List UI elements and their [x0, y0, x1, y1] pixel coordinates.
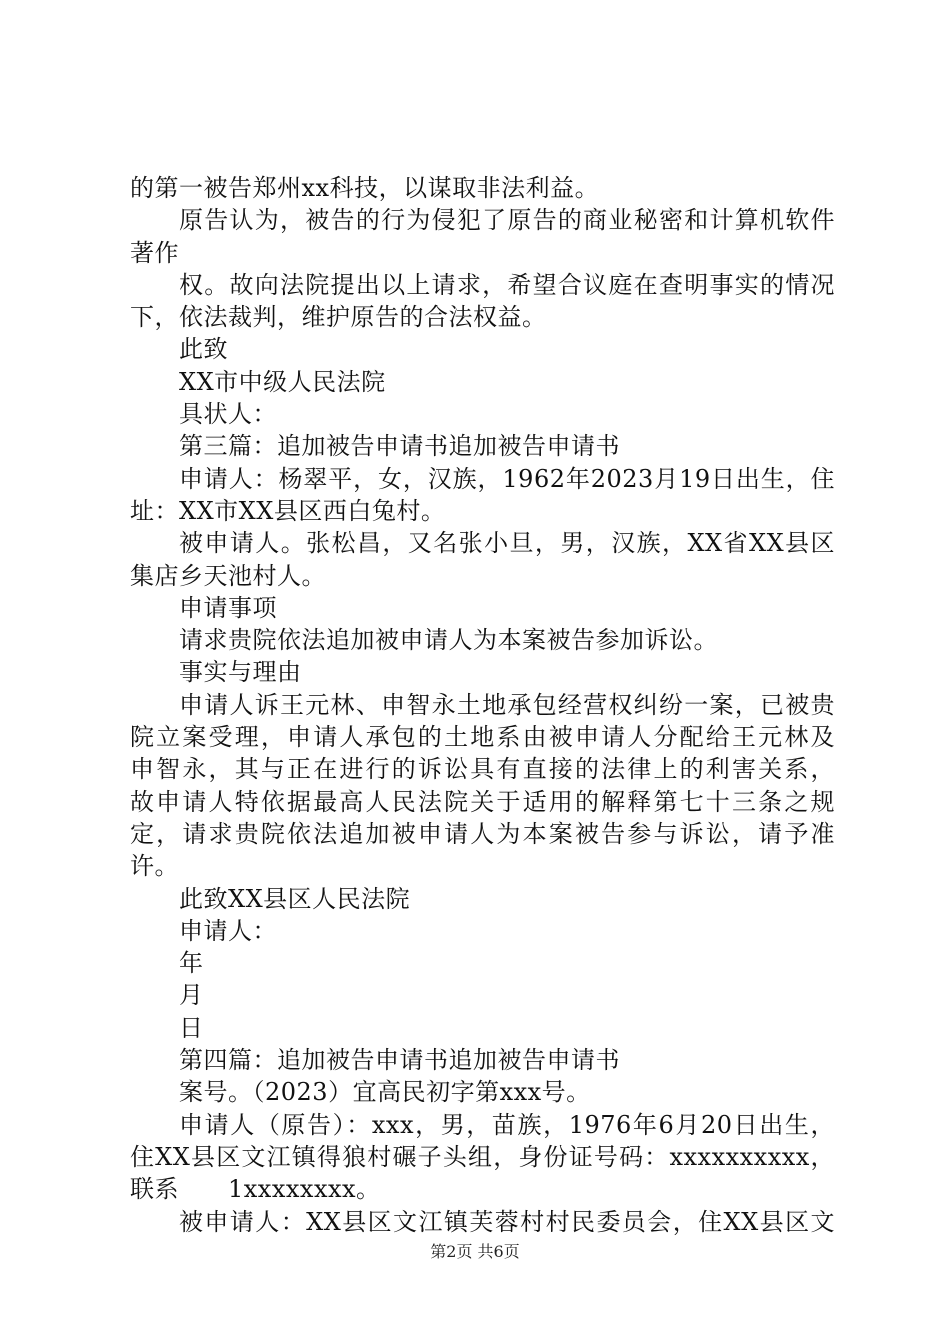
text-line: 第三篇：追加被告申请书追加被告申请书: [179, 432, 620, 461]
text-line: 被申请人：XX县区文江镇芙蓉村村民委员会，住XX县区文: [179, 1207, 835, 1236]
text-line: 事实与理由: [179, 658, 302, 687]
page-footer: 第2页 共6页: [430, 1242, 520, 1261]
text-line: 第四篇：追加被告申请书追加被告申请书: [179, 1046, 620, 1075]
text-line: 申请人：杨翠平，女，汉族，1962年2023月19日出生，住: [179, 464, 835, 493]
text-line: 院立案受理，申请人承包的土地系由被申请人分配给王元林及: [130, 723, 835, 752]
text-line: 申请事项: [179, 593, 277, 622]
text-line: 原告认为，被告的行为侵犯了原告的商业秘密和计算机软件: [179, 206, 835, 235]
text-line: 权。故向法院提出以上请求，希望合议庭在查明事实的情况: [179, 270, 835, 299]
text-line: 申智永，其与正在进行的诉讼具有直接的法律上的利害关系，: [130, 755, 835, 784]
text-line: 许。: [130, 852, 179, 881]
text-line: 月: [179, 981, 204, 1010]
text-line: 此致XX县区人民法院: [179, 884, 411, 913]
text-line: 年: [179, 949, 204, 978]
text-line: 此致: [179, 335, 228, 364]
text-line: 申请人诉王元林、申智永土地承包经营权纠纷一案，已被贵: [179, 690, 835, 719]
text-line: XX市中级人民法院: [179, 367, 386, 396]
text-line: 著作: [130, 238, 179, 267]
text-line: 故申请人特依据最高人民法院关于适用的解释第七十三条之规: [130, 787, 835, 816]
text-line: 集店乡天池村人。: [130, 561, 326, 590]
text-line: 日: [179, 1013, 204, 1042]
text-line: 申请人：: [179, 916, 277, 945]
text-line: 具状人：: [179, 400, 277, 429]
text-line: 住XX县区文江镇得狼村碾子头组，身份证号码：xxxxxxxxxx，: [130, 1142, 835, 1171]
document-body: [130, 172, 835, 1238]
text-line: 定，请求贵院依法追加被申请人为本案被告参与诉讼，请予准: [130, 819, 835, 848]
text-line: 下，依法裁判，维护原告的合法权益。: [130, 303, 547, 332]
text-line: 的第一被告郑州xx科技，以谋取非法利益。: [130, 174, 600, 202]
text-line: 案号。（2023）宜高民初字第xxx号。: [179, 1078, 591, 1107]
text-line: 被申请人。张松昌，又名张小旦，男，汉族，XX省XX县区: [179, 529, 835, 558]
text-line: 申请人（原告）：xxx，男，苗族，1976年6月20日出生，: [179, 1110, 835, 1139]
text-line: 址：XX市XX县区西白兔村。: [130, 496, 446, 525]
text-line: 请求贵院依法追加被申请人为本案被告参加诉讼。: [179, 626, 718, 655]
text-line: 联系 1xxxxxxxx。: [130, 1175, 381, 1204]
